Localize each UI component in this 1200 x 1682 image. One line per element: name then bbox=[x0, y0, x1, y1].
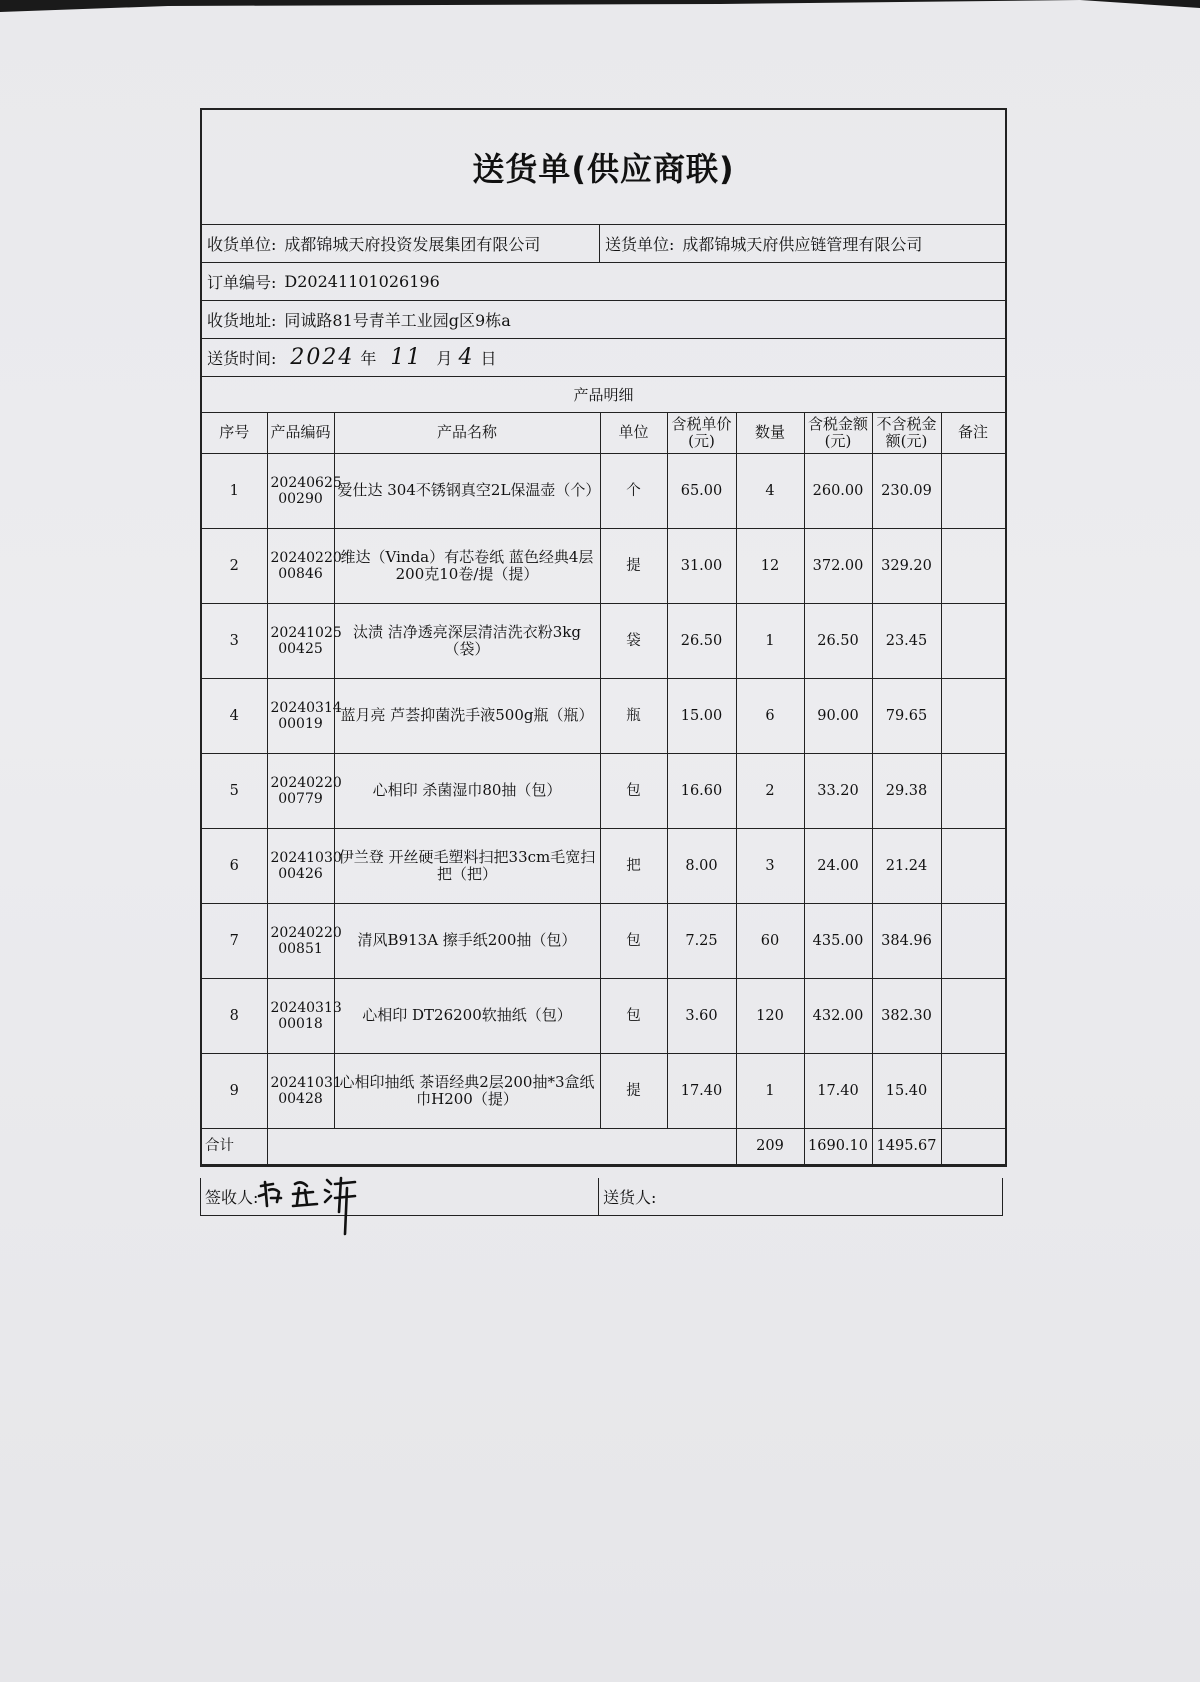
product-code-line2: 00426 bbox=[278, 866, 323, 882]
delivery-time-label: 送货时间: bbox=[207, 349, 277, 368]
product-code-line1: 20241030 bbox=[270, 849, 342, 866]
quantity: 2 bbox=[736, 754, 804, 829]
table-row bbox=[202, 979, 1005, 1054]
receiver-cell bbox=[202, 225, 600, 262]
amount-without-tax: 329.20 bbox=[872, 529, 941, 604]
signature-row bbox=[200, 1178, 1003, 1216]
row-number: 5 bbox=[202, 754, 267, 829]
quantity: 1 bbox=[736, 1054, 804, 1129]
product-code-line1: 20240220 bbox=[270, 549, 342, 566]
product-code bbox=[267, 454, 342, 529]
quantity: 1 bbox=[736, 604, 804, 679]
unit-price: 16.60 bbox=[667, 754, 736, 829]
amount-without-tax: 382.30 bbox=[872, 979, 941, 1054]
product-code-line2: 00425 bbox=[278, 641, 323, 657]
product-code-line2: 00019 bbox=[278, 716, 323, 732]
product-code-line2: 00846 bbox=[278, 566, 323, 582]
amount-with-tax: 17.40 bbox=[804, 1054, 872, 1129]
amount-without-tax: 384.96 bbox=[872, 904, 941, 979]
note bbox=[941, 604, 1005, 679]
address-label: 收货地址: bbox=[207, 311, 277, 330]
unit: 提 bbox=[600, 1054, 667, 1129]
table-row bbox=[202, 829, 1005, 904]
row-number: 1 bbox=[202, 454, 267, 529]
handwritten-year: 2024 bbox=[290, 345, 355, 370]
unit: 袋 bbox=[600, 604, 667, 679]
quantity: 120 bbox=[736, 979, 804, 1054]
party-row bbox=[202, 225, 1005, 263]
amount-without-tax: 21.24 bbox=[872, 829, 941, 904]
unit-price: 65.00 bbox=[667, 454, 736, 529]
sender-label: 送货单位: bbox=[605, 235, 675, 254]
amount-with-tax: 432.00 bbox=[804, 979, 872, 1054]
deliverer-cell bbox=[599, 1178, 656, 1215]
delivery-time-row bbox=[202, 339, 1005, 377]
row-number: 3 bbox=[202, 604, 267, 679]
signer-cell bbox=[201, 1178, 599, 1215]
section-title: 产品明细 bbox=[202, 377, 1005, 413]
amount-without-tax: 230.09 bbox=[872, 454, 941, 529]
row-number: 4 bbox=[202, 679, 267, 754]
quantity: 3 bbox=[736, 829, 804, 904]
table-row bbox=[202, 454, 1005, 529]
order-label: 订单编号: bbox=[207, 273, 277, 292]
table-row bbox=[202, 679, 1005, 754]
deliverer-label: 送货人: bbox=[603, 1188, 657, 1207]
product-code bbox=[267, 829, 342, 904]
table-row bbox=[202, 754, 1005, 829]
amount-with-tax: 435.00 bbox=[804, 904, 872, 979]
unit-price: 8.00 bbox=[667, 829, 736, 904]
total-row bbox=[202, 1129, 1005, 1165]
amount-without-tax: 79.65 bbox=[872, 679, 941, 754]
amount-with-tax: 33.20 bbox=[804, 754, 872, 829]
amount-with-tax: 372.00 bbox=[804, 529, 872, 604]
quantity: 60 bbox=[736, 904, 804, 979]
total-net: 1495.67 bbox=[872, 1129, 941, 1165]
product-code-line1: 20240314 bbox=[270, 699, 342, 716]
col-header: 产品编码 bbox=[267, 413, 334, 454]
receiver-value: 成都锦城天府投资发展集团有限公司 bbox=[284, 235, 541, 254]
amount-with-tax: 24.00 bbox=[804, 829, 872, 904]
note bbox=[941, 454, 1005, 529]
total-blank bbox=[267, 1129, 736, 1165]
product-code-line2: 00428 bbox=[278, 1091, 323, 1107]
product-code bbox=[267, 904, 342, 979]
product-name: 清风B913A 擦手纸200抽（包） bbox=[334, 904, 600, 979]
table-row bbox=[202, 604, 1005, 679]
unit: 瓶 bbox=[600, 679, 667, 754]
product-name: 维达（Vinda）有芯卷纸 蓝色经典4层200克10卷/提（提） bbox=[334, 529, 600, 604]
table-header bbox=[202, 413, 1005, 454]
note bbox=[941, 679, 1005, 754]
total-note bbox=[941, 1129, 1005, 1165]
handwritten-day: 4 bbox=[458, 345, 475, 370]
product-code-line2: 00018 bbox=[278, 1016, 323, 1032]
table-row bbox=[202, 529, 1005, 604]
product-code bbox=[267, 754, 342, 829]
quantity: 12 bbox=[736, 529, 804, 604]
order-row bbox=[202, 263, 1005, 301]
unit-price: 15.00 bbox=[667, 679, 736, 754]
table-row bbox=[202, 904, 1005, 979]
col-header: 单位 bbox=[600, 413, 667, 454]
col-header: 数量 bbox=[736, 413, 804, 454]
table-row bbox=[202, 1054, 1005, 1129]
unit: 提 bbox=[600, 529, 667, 604]
product-code bbox=[267, 1054, 342, 1129]
sender-value: 成都锦城天府供应链管理有限公司 bbox=[682, 235, 923, 254]
product-name: 伊兰登 开丝硬毛塑料扫把33cm毛宽扫把（把） bbox=[334, 829, 600, 904]
handwritten-signature bbox=[255, 1172, 365, 1242]
product-code-line1: 20240220 bbox=[270, 774, 342, 791]
product-code-line2: 00779 bbox=[278, 791, 323, 807]
note bbox=[941, 529, 1005, 604]
col-header: 备注 bbox=[941, 413, 1005, 454]
unit: 把 bbox=[600, 829, 667, 904]
total-label: 合计 bbox=[202, 1129, 267, 1165]
amount-with-tax: 260.00 bbox=[804, 454, 872, 529]
address-row bbox=[202, 301, 1005, 339]
product-code-line1: 20241025 bbox=[270, 624, 342, 641]
product-code bbox=[267, 679, 342, 754]
amount-with-tax: 90.00 bbox=[804, 679, 872, 754]
amount-without-tax: 15.40 bbox=[872, 1054, 941, 1129]
unit-price: 3.60 bbox=[667, 979, 736, 1054]
unit: 包 bbox=[600, 904, 667, 979]
unit-price: 31.00 bbox=[667, 529, 736, 604]
product-code-line2: 00851 bbox=[278, 941, 323, 957]
note bbox=[941, 904, 1005, 979]
product-name: 汰渍 洁净透亮深层清洁洗衣粉3kg（袋） bbox=[334, 604, 600, 679]
unit: 包 bbox=[600, 754, 667, 829]
unit-price: 17.40 bbox=[667, 1054, 736, 1129]
row-number: 6 bbox=[202, 829, 267, 904]
note bbox=[941, 754, 1005, 829]
unit: 个 bbox=[600, 454, 667, 529]
product-name: 爱仕达 304不锈钢真空2L保温壶（个） bbox=[334, 454, 600, 529]
product-code bbox=[267, 979, 342, 1054]
row-number: 8 bbox=[202, 979, 267, 1054]
order-value: D20241101026196 bbox=[284, 272, 440, 291]
signer-label: 签收人: bbox=[205, 1188, 259, 1207]
form-title: 送货单(供应商联) bbox=[202, 110, 1005, 225]
row-number: 7 bbox=[202, 904, 267, 979]
year-unit: 年 bbox=[360, 349, 377, 368]
product-code-line1: 20240313 bbox=[270, 999, 342, 1016]
amount-without-tax: 29.38 bbox=[872, 754, 941, 829]
note bbox=[941, 829, 1005, 904]
total-quantity: 209 bbox=[736, 1129, 804, 1165]
col-header: 含税金额(元) bbox=[804, 413, 872, 454]
col-header: 产品名称 bbox=[334, 413, 600, 454]
delivery-form bbox=[200, 108, 1007, 1167]
product-name: 心相印抽纸 茶语经典2层200抽*3盒纸巾H200（提） bbox=[334, 1054, 600, 1129]
quantity: 6 bbox=[736, 679, 804, 754]
product-name: 心相印 杀菌湿巾80抽（包） bbox=[334, 754, 600, 829]
product-code-line2: 00290 bbox=[278, 491, 323, 507]
product-code-line1: 20240220 bbox=[270, 924, 342, 941]
amount-with-tax: 26.50 bbox=[804, 604, 872, 679]
unit: 包 bbox=[600, 979, 667, 1054]
product-code-line1: 20241031 bbox=[270, 1074, 342, 1091]
product-code bbox=[267, 529, 342, 604]
product-name: 心相印 DT26200软抽纸（包） bbox=[334, 979, 600, 1054]
day-unit: 日 bbox=[480, 349, 497, 368]
handwritten-month: 11 bbox=[390, 345, 423, 370]
product-code-line1: 20240625 bbox=[270, 474, 342, 491]
row-number: 2 bbox=[202, 529, 267, 604]
product-name: 蓝月亮 芦荟抑菌洗手液500g瓶（瓶） bbox=[334, 679, 600, 754]
note bbox=[941, 1054, 1005, 1129]
note bbox=[941, 979, 1005, 1054]
unit-price: 26.50 bbox=[667, 604, 736, 679]
product-code bbox=[267, 604, 342, 679]
sender-cell bbox=[600, 225, 922, 262]
col-header: 不含税金额(元) bbox=[872, 413, 941, 454]
receiver-label: 收货单位: bbox=[207, 235, 277, 254]
col-header: 含税单价(元) bbox=[667, 413, 736, 454]
address-value: 同诚路81号青羊工业园g区9栋a bbox=[284, 311, 511, 330]
items-table bbox=[202, 413, 1006, 1165]
month-unit: 月 bbox=[436, 349, 453, 368]
row-number: 9 bbox=[202, 1054, 267, 1129]
quantity: 4 bbox=[736, 454, 804, 529]
col-header: 序号 bbox=[202, 413, 267, 454]
amount-without-tax: 23.45 bbox=[872, 604, 941, 679]
unit-price: 7.25 bbox=[667, 904, 736, 979]
total-amount: 1690.10 bbox=[804, 1129, 872, 1165]
